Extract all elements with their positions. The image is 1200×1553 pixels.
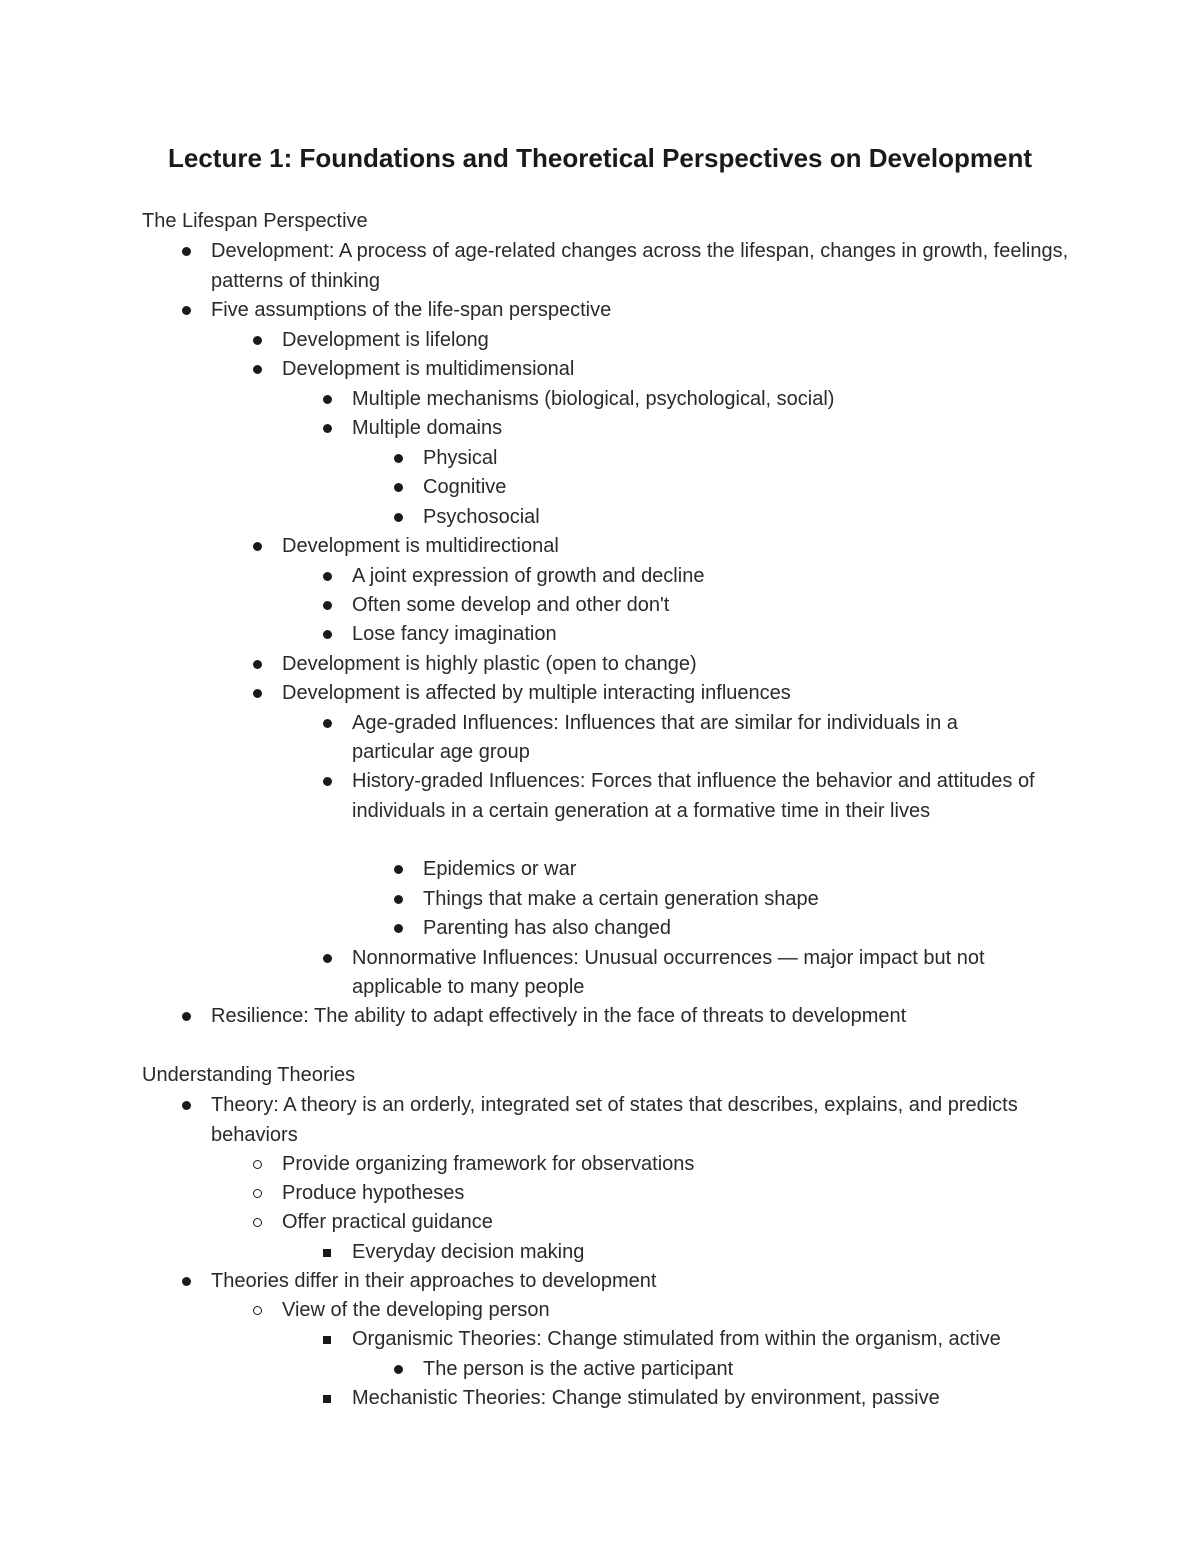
list-item: [423, 885, 1063, 915]
list-item: [352, 944, 1052, 1003]
bullet-square-icon: [317, 1238, 337, 1268]
list-item-text: A joint expression of growth and decline: [352, 564, 705, 587]
list-item-text: Offer practical guidance: [282, 1211, 493, 1233]
list-item-text: Physical: [423, 446, 498, 469]
bullet-dot-icon: [317, 767, 337, 797]
list-item: [282, 1296, 1072, 1326]
list-item-text: Everyday decision making: [352, 1241, 585, 1263]
list-item: [282, 1208, 1072, 1238]
list-item: [282, 326, 1072, 356]
list-item-text: View of the developing person: [282, 1299, 550, 1321]
bullet-dot-icon: [388, 914, 408, 944]
list-item: [352, 385, 1052, 415]
bullet-dot-icon: [388, 885, 408, 915]
bullet-dot-icon: [388, 1355, 408, 1385]
list-item-text: Lose fancy imagination: [352, 623, 557, 645]
bullet-dot-icon: [247, 355, 267, 385]
bullet-dot-icon: [317, 620, 337, 650]
bullet-dot-icon: [388, 855, 408, 885]
list-item-text: Parenting has also changed: [423, 917, 671, 939]
list-item-text: Age-graded Influences: Influences that are similar for individuals in a particular age group: [352, 711, 958, 763]
list-item-text: Things that make a certain generation shape: [423, 887, 819, 910]
list-item: [423, 503, 1063, 533]
list-item: [282, 679, 1072, 709]
list-item: [352, 1384, 1072, 1414]
list-item: [211, 1267, 1071, 1297]
list-item: [352, 767, 1052, 826]
list-item-text: Development is affected by multiple interacting influences: [282, 682, 791, 704]
bullet-ring-icon: [247, 1208, 267, 1238]
list-item-text: Multiple mechanisms (biological, psychological, social): [352, 387, 835, 410]
list-item: [211, 1002, 1071, 1032]
list-item: [211, 1091, 1031, 1150]
list-item: [282, 650, 1072, 680]
list-item-text: History-graded Influences: Forces that influence the behavior and attitudes of individuals in a certain generation at a formative time in their lives: [352, 770, 1035, 822]
list-item: [352, 1238, 1052, 1268]
bullet-dot-icon: [176, 1267, 196, 1297]
bullet-dot-icon: [176, 296, 196, 326]
bullet-ring-icon: [247, 1296, 267, 1326]
list-item-text: Provide organizing framework for observations: [282, 1153, 695, 1175]
list-item-text: Development: A process of age-related changes across the lifespan, changes in growth, feelings, patterns of thinking: [211, 240, 1069, 292]
list-item-text: Produce hypotheses: [282, 1182, 465, 1204]
list-item-text: Development is highly plastic (open to change): [282, 652, 697, 675]
list-item-text: Often some develop and other don't: [352, 594, 670, 616]
list-item-text: Psychosocial: [423, 505, 540, 528]
list-item-text: Multiple domains: [352, 417, 503, 439]
list-item-text: Theory: A theory is an orderly, integrated set of states that describes, explains, and predicts behaviors: [211, 1094, 1018, 1146]
bullet-square-icon: [317, 1384, 337, 1414]
bullet-dot-icon: [388, 473, 408, 503]
page-title: Lecture 1: Foundations and Theoretical Perspectives on Development: [168, 143, 1032, 173]
list-item-text: Epidemics or war: [423, 858, 577, 880]
list-item-text: Theories differ in their approaches to development: [211, 1270, 657, 1292]
list-item: [352, 414, 1052, 444]
list-item: [282, 1179, 1072, 1209]
list-item: [423, 855, 1063, 885]
bullet-dot-icon: [317, 709, 337, 739]
list-item: [423, 444, 1063, 474]
list-item-text: Resilience: The ability to adapt effectively in the face of threats to development: [211, 1005, 907, 1027]
bullet-dot-icon: [247, 679, 267, 709]
list-item-text: Development is lifelong: [282, 328, 489, 351]
list-item: [352, 1325, 1072, 1355]
section-heading-theories: Understanding Theories: [142, 1064, 356, 1086]
list-item-text: Organismic Theories: Change stimulated from within the organism, active: [352, 1328, 1001, 1350]
bullet-dot-icon: [176, 237, 196, 267]
list-item: [352, 591, 1052, 621]
list-item: [282, 1150, 1072, 1180]
list-item: [282, 532, 1072, 562]
bullet-dot-icon: [388, 444, 408, 474]
bullet-dot-icon: [317, 591, 337, 621]
list-item: [423, 473, 1063, 503]
list-item: [352, 620, 1052, 650]
bullet-ring-icon: [247, 1150, 267, 1180]
list-item: [423, 914, 1063, 944]
list-item-text: Cognitive: [423, 476, 507, 498]
bullet-dot-icon: [317, 385, 337, 415]
bullet-dot-icon: [176, 1002, 196, 1032]
list-item-text: Five assumptions of the life-span perspective: [211, 299, 612, 321]
section-heading-lifespan: The Lifespan Perspective: [142, 210, 368, 232]
list-item: [352, 709, 1022, 768]
list-item-text: Nonnormative Influences: Unusual occurrences — major impact but not applicable to many people: [352, 946, 985, 998]
bullet-dot-icon: [176, 1091, 196, 1121]
list-item: [211, 237, 1071, 296]
bullet-dot-icon: [247, 532, 267, 562]
bullet-ring-icon: [247, 1179, 267, 1209]
bullet-square-icon: [317, 1325, 337, 1355]
bullet-dot-icon: [317, 562, 337, 592]
list-item: [282, 355, 1072, 385]
list-item: [423, 1355, 1063, 1385]
bullet-dot-icon: [388, 503, 408, 533]
bullet-dot-icon: [317, 944, 337, 974]
list-item-text: Mechanistic Theories: Change stimulated by environment, passive: [352, 1387, 940, 1409]
list-item: [211, 296, 1071, 326]
bullet-dot-icon: [247, 326, 267, 356]
list-item: [352, 562, 1052, 592]
list-item-text: Development is multidirectional: [282, 535, 559, 557]
list-item-text: The person is the active participant: [423, 1358, 734, 1380]
bullet-dot-icon: [317, 414, 337, 444]
bullet-dot-icon: [247, 650, 267, 680]
list-item-text: Development is multidimensional: [282, 358, 575, 380]
